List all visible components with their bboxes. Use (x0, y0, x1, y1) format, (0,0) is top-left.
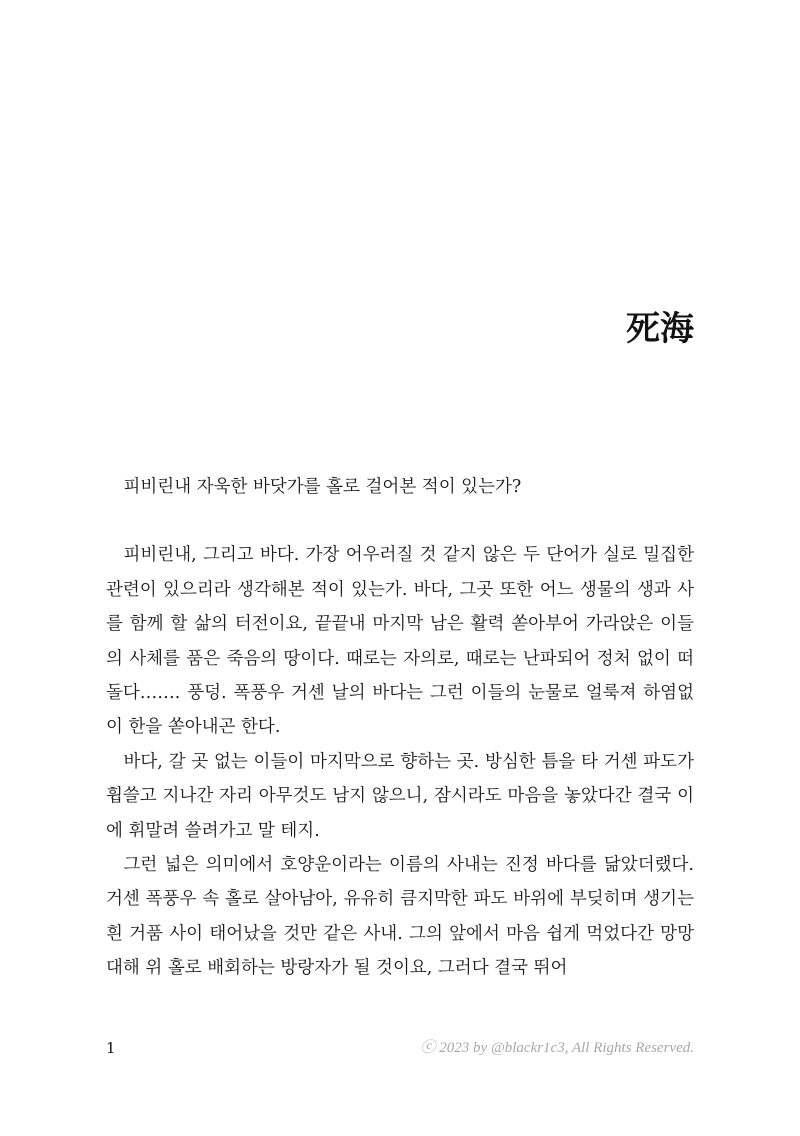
paragraph: 바다, 갈 곳 없는 이들이 마지막으로 향하는 곳. 방심한 틈을 타 거센 파도가 휩쓸고 지나간 자리 아무것도 남지 않으니, 잠시라도 마음을 놓았다간 결국 이에 휘말려 쓸려가고 말 테지. (106, 751, 694, 841)
page-number: 1 (106, 1039, 116, 1057)
chapter-title: 死海 (626, 309, 694, 349)
copyright-notice: ⓒ 2023 by @blackr1c3, All Rights Reserved. (420, 1040, 694, 1056)
paragraph: 피비린내, 그리고 바다. 가장 어우러질 것 같지 않은 두 단어가 실로 밀집한 관련이 있으리라 생각해본 적이 있는가. 바다, 그곳 또한 어느 생물의 생과 사를 함께 할 삶의 터전이요, 끝끝내 마지막 남은 활력 쏟아부어 가라앉은 이들의 사체를 품은 죽음의 땅이다. 때로는 자의로, 때로는 난파되어 정처 없이 떠돌다……. 풍덩. 폭풍우 거센 날의 바다는 그런 이들의 눈물로 얼룩져 하염없이 한을 쏟아내곤 한다. (106, 545, 694, 738)
paragraph: 그런 넓은 의미에서 호양운이라는 이름의 사내는 진정 바다를 닮았더랬다. 거센 폭풍우 속 홀로 살아남아, 유유히 큼지막한 파도 바위에 부딪히며 생기는 흰 거품 사이 태어났을 것만 같은 사내. 그의 앞에서 마음 쉽게 먹었다간 망망대해 위 홀로 배회하는 방랑자가 될 것이요, 그러다 결국 뛰어 (106, 855, 694, 979)
body-text (106, 470, 694, 986)
opening-question-paragraph: 피비린내 자욱한 바닷가를 홀로 걸어본 적이 있는가? (123, 477, 522, 497)
page-footer (106, 1036, 694, 1062)
